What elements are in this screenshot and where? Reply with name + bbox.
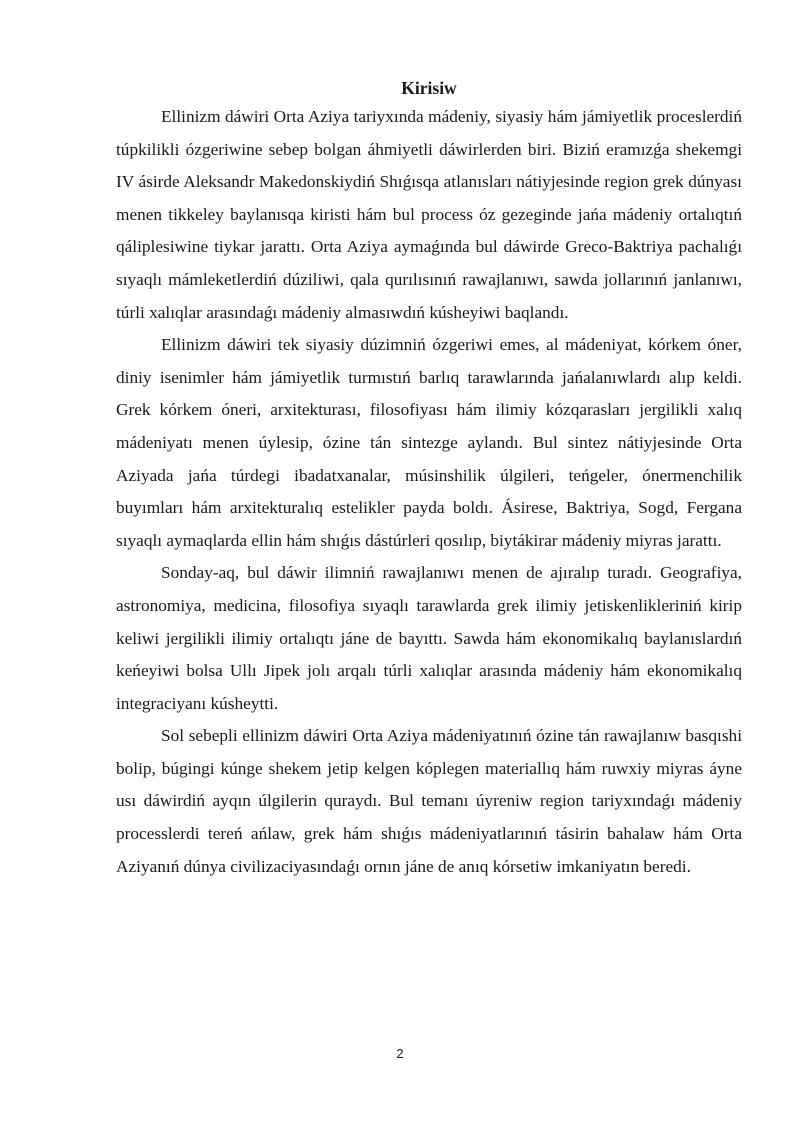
section-title: Kirisiw xyxy=(401,78,457,98)
paragraph: Sol sebepli ellinizm dáwiri Orta Aziya mádeniyatınıń ózine tán rawajlanıw basqıshi bolip, búgingi kúnge shekem jetip kelgen kóplegen materiallıq hám ruwxiy miyras áyne usı dáwirdiń ayqın úlgilerin quraydı. Bul temanı úyreniw region tariyxındaǵı mádeniy processlerdi tereń ańlaw, grek hám shıǵıs mádeniyatlarınıń tásirin bahalaw hám Orta Aziyanıń dúnya civilizaciyasındaǵı ornın jáne de anıq kórsetiw imkaniyatın beredi. xyxy=(116,726,742,876)
page-content xyxy=(116,78,742,883)
paragraph: Ellinizm dáwiri tek siyasiy dúzimniń ózgeriwi emes, al mádeniyat, kórkem óner, diniy isenimler hám jámiyetlik turmıstıń barlıq tarawlarında jańalanıwlardı alıp keldi. Grek kórkem óneri, arxitekturası, filosofiyası hám ilimiy kózqarasları jergilikli xalıq mádeniyatı menen úylesip, ózine tán sintezge aylandı. Bul sintez nátiyjesinde Orta Aziyada jańa túrdegi ibadatxanalar, músinshilik úlgileri, teńgeler, ónermenchilik buyımları hám arxitekturalıq estelikler payda boldı. Ásirese, Baktriya, Sogd, Fergana sıyaqlı aymaqlarda ellin hám shıǵıs dástúrleri qosılıp, biytákirar mádeniy miyras jarattı. xyxy=(116,335,742,550)
paragraph: Ellinizm dáwiri Orta Aziya tariyxında mádeniy, siyasiy hám jámiyetlik proceslerdiń túpkilikli ózgeriwine sebep bolgan áhmiyetli dáwirlerden biri. Biziń eramızǵa shekemgi IV ásirde Aleksandr Makedonskiydiń Shıǵısqa atlanısları nátiyjesinde region grek dúnyası menen tikkeley baylanısqa kiristi hám bul process óz gezeginde jańa mádeniy ortalıqtıń qáliplesiwine tiykar jarattı. Orta Aziya aymaǵında bul dáwirde Greco-Baktriya pachalıǵı sıyaqlı mámleketlerdiń dúziliwi, qala qurılısınıń rawajlanıwı, sawda jollarınıń janlanıwı, túrli xalıqlar arasındaǵı mádeniy almasıwdıń kúsheyiwi baqlandı. xyxy=(116,107,742,322)
page-number: 2 xyxy=(396,1046,404,1061)
paragraph: Sonday-aq, bul dáwir ilimniń rawajlanıwı menen de ajıralıp turadı. Geografiya, astronomiya, medicina, filosofiya sıyaqlı tarawlarda grek ilimiy jetiskenlikleriniń kirip keliwi jergilikli ilimiy ortalıqtı jáne de bayıttı. Sawda hám ekonomikalıq baylanıslardıń keńeyiwi bolsa Ullı Jipek jolı arqalı túrli xalıqlar arasında mádeniy hám ekonomikalıq integraciyanı kúsheytti. xyxy=(116,563,742,713)
